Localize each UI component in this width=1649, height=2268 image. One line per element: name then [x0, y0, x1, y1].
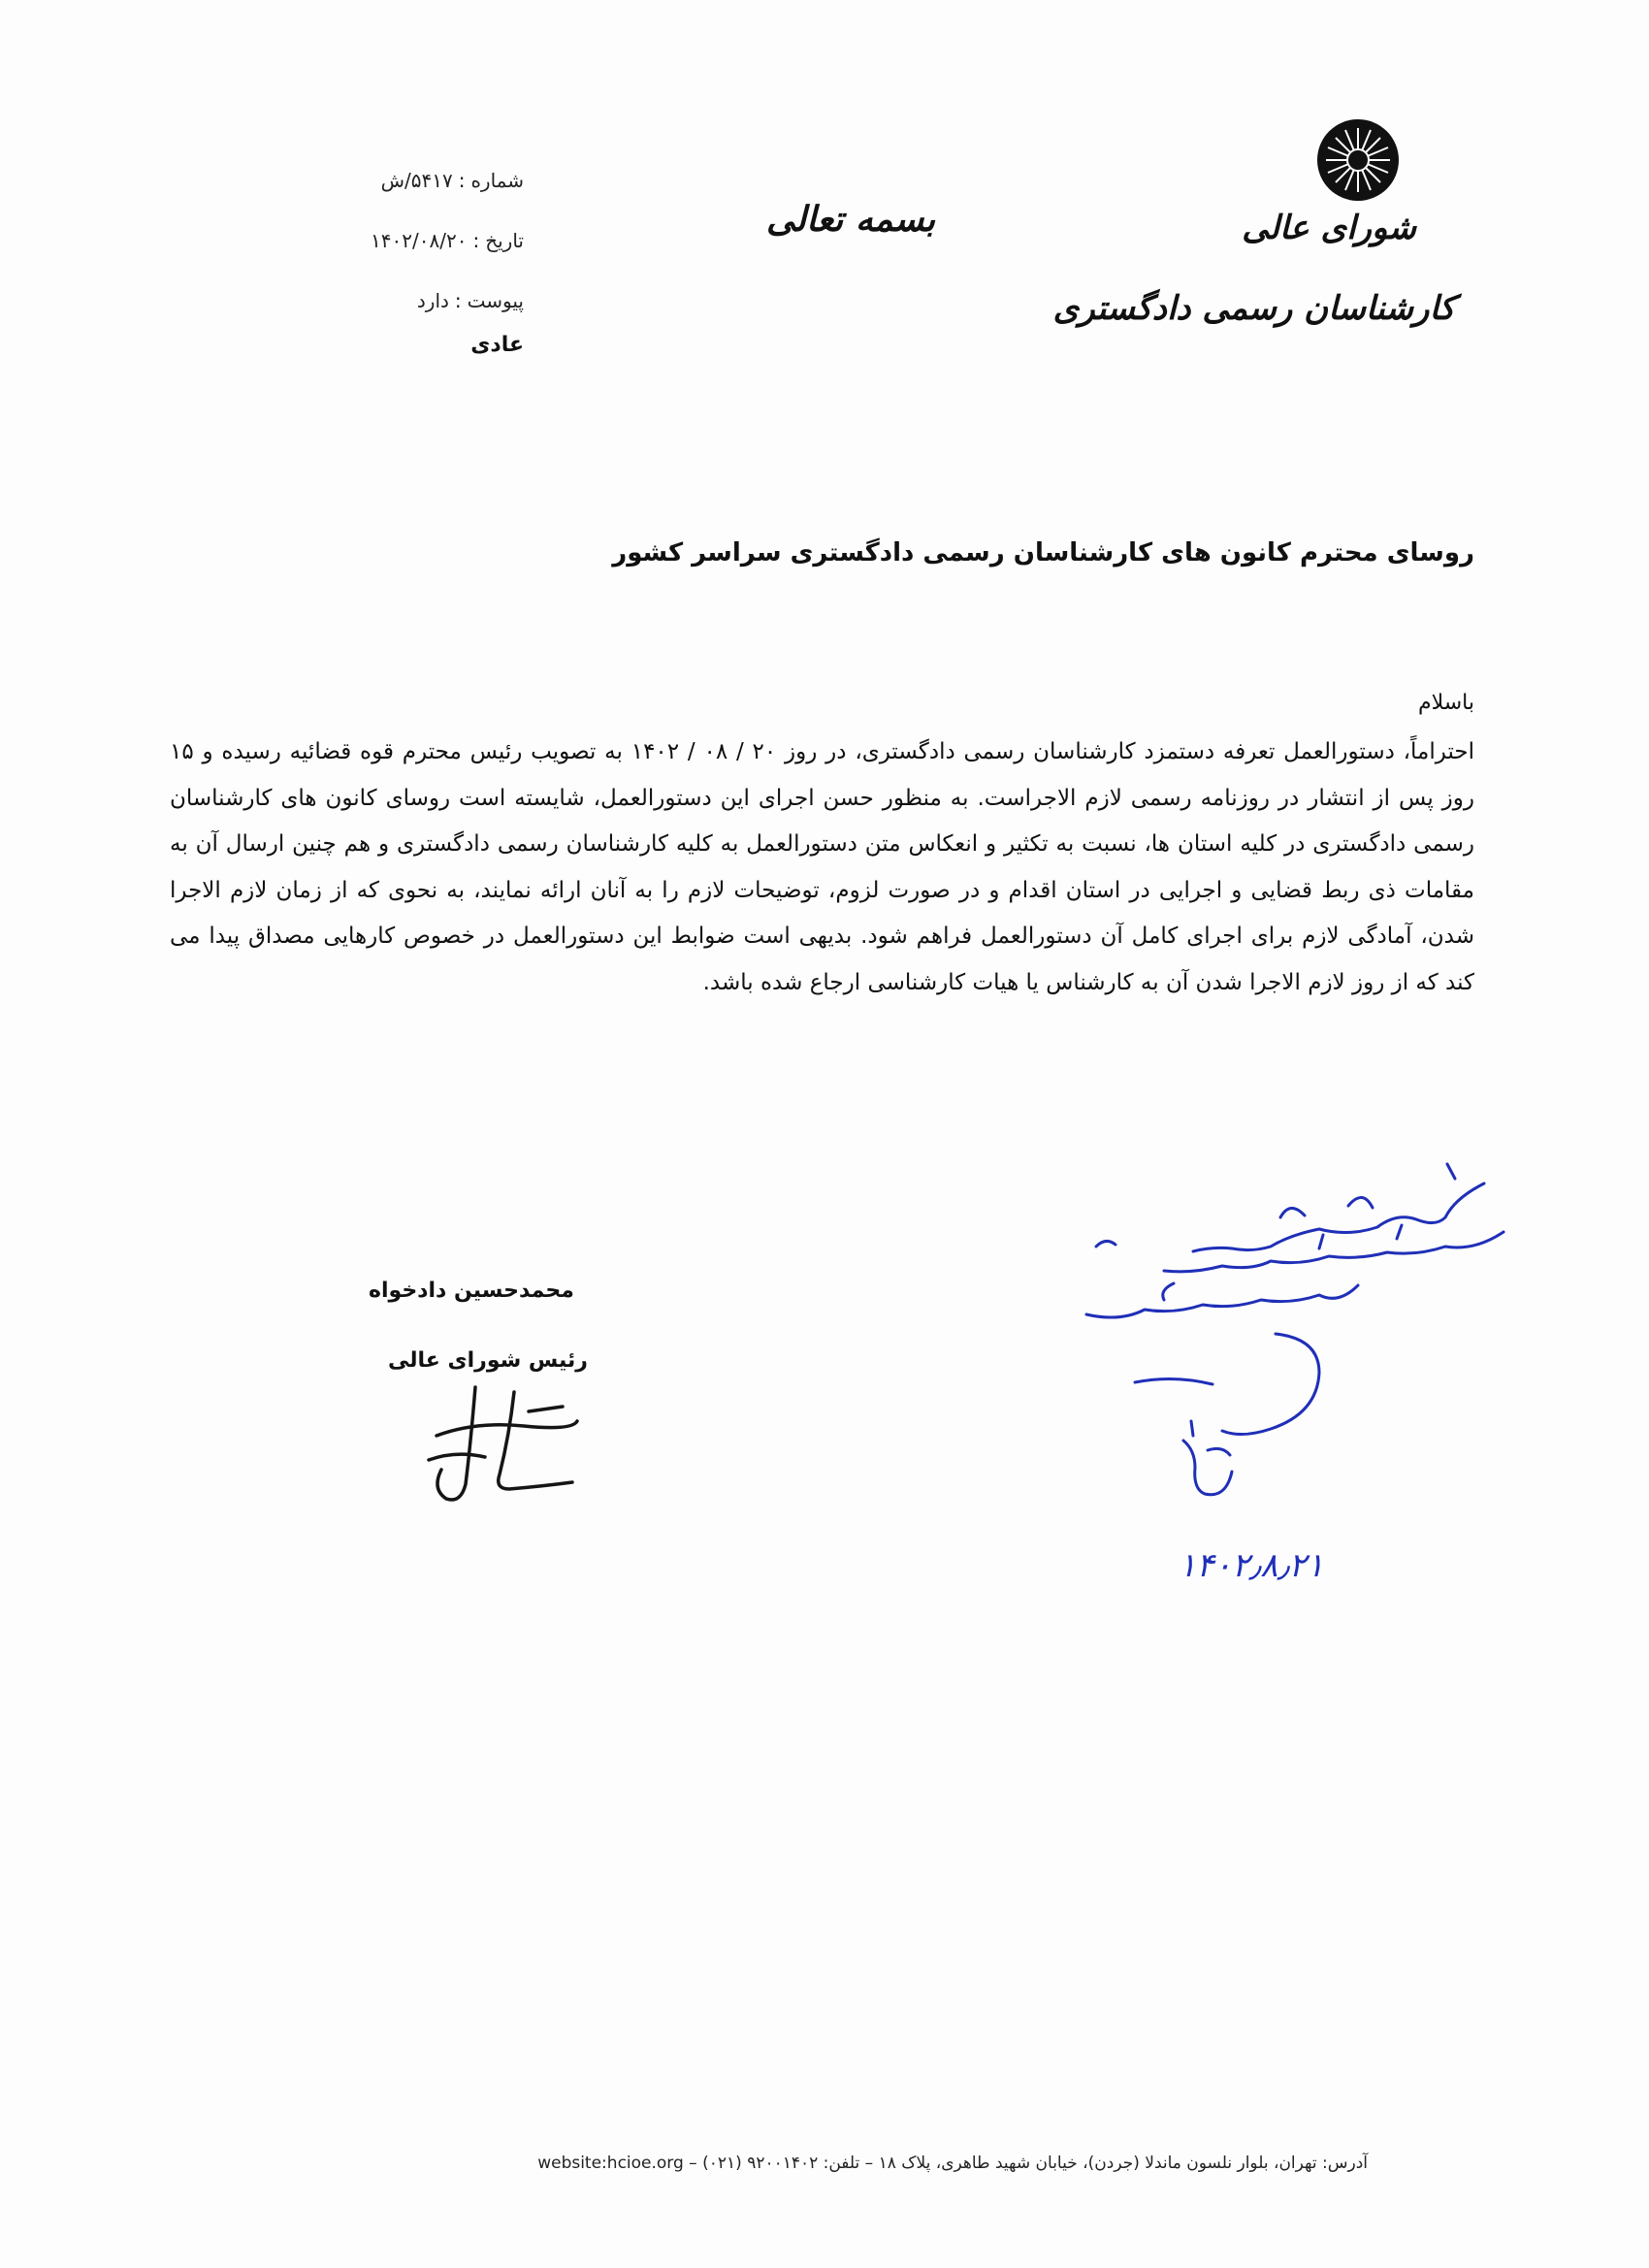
meta-separator: :: [458, 169, 466, 192]
attachment-value: دارد: [416, 289, 449, 312]
annotation-date: ۱۴۰۲٫۸٫۲۱: [1179, 1546, 1324, 1585]
date-label: تاریخ: [485, 229, 524, 252]
basmala-heading: بسمه تعالی: [766, 199, 936, 240]
meta-attachment-row: [272, 271, 524, 331]
sun-emblem-icon: [1314, 116, 1402, 204]
signatory-name: محمدحسین دادخواه: [369, 1279, 574, 1303]
handwritten-annotation: [1028, 1159, 1533, 1644]
handwritten-signature: [417, 1368, 582, 1513]
letterhead-footer: [281, 2154, 1368, 2173]
meta-date-row: [272, 211, 524, 271]
classification-label: عادی: [470, 333, 524, 357]
number-value: ۵۴۱۷/ش: [380, 169, 453, 192]
number-label: شماره: [470, 169, 524, 192]
meta-number-row: [272, 150, 524, 211]
date-value: ۱۴۰۲/۰۸/۲۰: [371, 229, 468, 252]
signatory-title: رئیس شورای عالی: [388, 1348, 588, 1373]
letter-meta: [272, 150, 524, 357]
attachment-label: پیوست: [467, 289, 524, 312]
logo-title-line2: کارشناسان رسمی دادگستری: [1052, 289, 1455, 328]
meta-separator: :: [454, 289, 462, 312]
meta-separator: :: [472, 229, 480, 252]
logo-title-line1: شورای عالی: [1242, 209, 1416, 247]
letter-body: احتراماً، دستورالعمل تعرفه دستمزد کارشناسان رسمی دادگستری، در روز ۲۰ / ۰۸ / ۱۴۰۲ به تصویب رئیس محترم قوه قضائیه رسیده و ۱۵ روز پس از انتشار در روزنامه رسمی لازم الاجراست. به منظور حسن اجرای این دستورالعمل، شایسته است روسای کانون های کارشناسان رسمی دادگستری در کلیه استان ها، نسبت به تکثیر و انعکاس متن دستورالعمل به کلیه کارشناسان رسمی دادگستری و هم چنین ارسال آن به مقامات ذی ربط قضایی و اجرایی در استان اقدام و در صورت لزوم، توضیحات لازم را به آنان ارائه نمایند، به نحوی که از زمان لازم الاجرا شدن، آمادگی لازم برای اجرای کامل آن دستورالعمل فراهم شود. بدیهی است ضوابط این دستورالعمل در خصوص کارهایی مصداق پیدا می کند که از روز لازم الاجرا شدن آن به کارشناس یا هیات کارشناسی ارجاع شده باشد.: [170, 739, 1475, 995]
footer-address: آدرس: تهران، بلوار نلسون ماندلا (جردن)، خیابان شهید طاهری، پلاک ۱۸ – تلفن: ۹۲۰۰۱۴۰۲ (۰۲۱) –: [683, 2154, 1368, 2173]
letter-addressee: روسای محترم کانون های کارشناسان رسمی دادگستری سراسر کشور: [612, 538, 1474, 567]
footer-website: website:hcioe.org: [537, 2154, 684, 2173]
letter-greeting: باسلام: [1417, 691, 1474, 715]
letterhead-logo: [1052, 116, 1455, 369]
